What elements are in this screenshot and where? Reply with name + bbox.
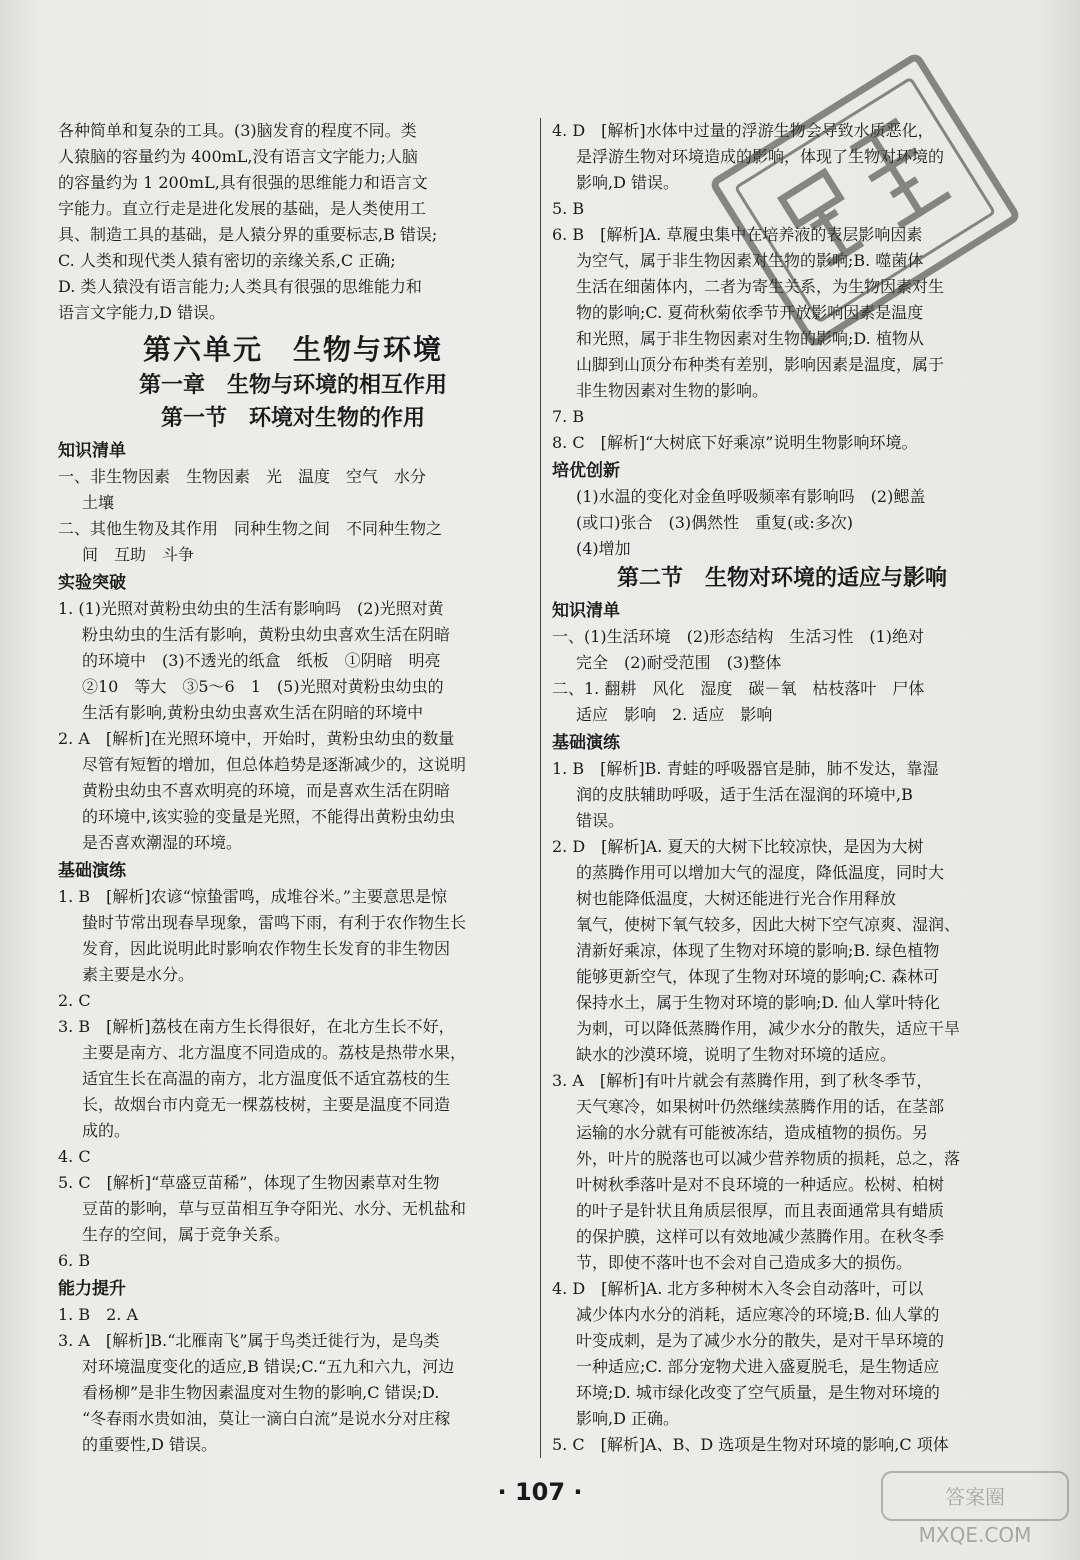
basic-heading: 基础演练 <box>58 861 126 881</box>
intro-line: 语言文字能力,D 错误。 <box>58 303 226 322</box>
experiment-heading: 实验突破 <box>58 573 126 593</box>
item-continuation-line: 的蒸腾作用可以增加大气的湿度，降低温度，同时大 <box>576 863 945 882</box>
experiment-list <box>58 596 528 856</box>
basic2-heading: 基础演练 <box>552 733 620 753</box>
unit-title: 第六单元 生物与环境 <box>142 333 443 366</box>
item-first-line: 8. C [解析]“大树底下好乘凉”说明生物影响环境。 <box>552 433 918 452</box>
item-continuation-line: 蛰时节常出现春旱现象，雷鸣下雨，有利于农作物生长 <box>82 913 467 932</box>
list-item <box>552 1068 1012 1276</box>
item-continuation-line: 长，故烟台市内竟无一棵荔枝树，主要是温度不同造 <box>82 1095 451 1114</box>
list-item <box>58 726 528 856</box>
item-first-line: 4. D [解析]水体中过量的浮游生物会导致水质恶化， <box>552 121 934 140</box>
item-continuation-line: 氧气，使树下氧气较多，因此大树下空气凉爽、湿润、 <box>576 915 961 934</box>
item-continuation-line: 影响,D 错误。 <box>576 173 680 192</box>
ability-list <box>58 1302 528 1458</box>
item-continuation-line: 的重要性,D 错误。 <box>82 1435 218 1454</box>
item-continuation-line: 主要是南方、北方温度不同造成的。荔枝是热带水果， <box>82 1043 467 1062</box>
ability-heading: 能力提升 <box>58 1279 126 1299</box>
intro-line: 具、制造工具的基础，是人猿分界的重要标志,B 错误; <box>58 225 438 244</box>
item-continuation-line: 叶变成刺，是为了减少水分的散失，是对干旱环境的 <box>576 1331 945 1350</box>
item-first-line: 一、(1)生活环境 (2)形态结构 生活习性 (1)绝对 <box>552 627 924 646</box>
item-continuation-line: 是否喜欢潮湿的环境。 <box>82 833 243 852</box>
list-item <box>58 1328 528 1458</box>
column-divider <box>540 118 541 1458</box>
item-continuation-line: 天气寒冷，如果树叶仍然继续蒸腾作用的话，在茎部 <box>576 1097 945 1116</box>
item-first-line: 3. B [解析]荔枝在南方生长得很好，在北方生长不好， <box>58 1017 455 1036</box>
item-first-line: 5. C [解析]“草盛豆苗稀”，体现了生物因素草对生物 <box>58 1173 440 1192</box>
item-continuation-line: “冬春雨水贵如油，莫让一滴白白流”是说水分对庄稼 <box>82 1409 451 1428</box>
item-continuation-line: 土壤 <box>82 493 115 512</box>
list-item <box>58 596 528 726</box>
item-continuation-line: 环境;D. 城市绿化改变了空气质量，是生物对环境的 <box>576 1383 940 1402</box>
item-continuation-line: 为刺，可以降低蒸腾作用，减少水分的散失，适应干旱 <box>576 1019 961 1038</box>
item-continuation-line: 物的影响;C. 夏荷秋菊依季节开放影响因素是温度 <box>576 303 924 322</box>
list-item <box>552 676 1012 728</box>
item-continuation-line: 生存的空间，属于竞争关系。 <box>82 1225 291 1244</box>
item-continuation-line: 生活在细菌体内，二者为寄生关系，为生物因素对生 <box>576 277 945 296</box>
item-first-line: 1. B 2. A <box>58 1305 139 1324</box>
page-number: · 107 · <box>497 1478 583 1506</box>
list-item <box>552 404 1012 430</box>
item-continuation-line: 的环境中,该实验的变量是光照，不能得出黄粉虫幼虫 <box>82 807 456 826</box>
left-column <box>58 118 528 1458</box>
list-item <box>552 1276 1012 1432</box>
item-first-line: 2. C <box>58 991 91 1010</box>
item-continuation-line: 错误。 <box>576 811 625 830</box>
item-continuation-line: 的保护膜，这样可以有效地减少蒸腾作用。在秋冬季 <box>576 1227 945 1246</box>
list-item <box>552 430 1012 456</box>
item-continuation-line: 素主要是水分。 <box>82 965 195 984</box>
item-first-line: 2. A [解析]在光照环境中，开始时，黄粉虫幼虫的数量 <box>58 729 455 748</box>
item-first-line: 1. B [解析]农谚“惊蛰雷鸣，成堆谷米。”主要意思是惊 <box>58 887 447 906</box>
innovation-lines <box>552 484 1012 562</box>
item-continuation-line: 是浮游生物对环境造成的影响，体现了生物对环境的 <box>576 147 945 166</box>
item-continuation-line: 一种适应;C. 部分宠物犬进入盛夏脱毛，是生物适应 <box>576 1357 940 1376</box>
item-continuation-line: 粉虫幼虫的生活有影响，黄粉虫幼虫喜欢生活在阴暗 <box>82 625 451 644</box>
knowledge2-list <box>552 624 1012 728</box>
innovation-heading: 培优创新 <box>552 461 620 481</box>
item-first-line: 5. B <box>552 199 585 218</box>
list-item <box>552 1432 1012 1458</box>
watermark-logo-text: 答案圈 <box>945 1485 1005 1509</box>
list-item <box>58 884 528 988</box>
item-continuation-line: 适宜生长在高温的南方，北方温度低不适宜荔枝的生 <box>82 1069 451 1088</box>
item-first-line: 5. C [解析]A、B、D 选项是生物对环境的影响,C 项体 <box>552 1435 949 1454</box>
item-continuation-line: 叶树秋季落叶是对不良环境的一种适应。松树、柏树 <box>576 1175 945 1194</box>
list-item <box>58 1170 528 1248</box>
list-item <box>58 516 528 568</box>
section-title: 第一节 环境对生物的作用 <box>160 406 425 431</box>
item-continuation-line: ②10 等大 ③5～6 1 (5)光照对黄粉虫幼虫的 <box>82 677 444 696</box>
intro-line: 的容量约为 1 200mL,具有很强的思维能力和语言文 <box>58 173 428 192</box>
item-continuation-line: 成的。 <box>82 1121 131 1140</box>
watermark-logo <box>880 1470 1070 1550</box>
item-first-line: 4. C <box>58 1147 91 1166</box>
knowledge2-heading: 知识清单 <box>552 601 620 621</box>
basic-list <box>58 884 528 1274</box>
item-continuation-line: 山脚到山顶分布种类有差别，影响因素是温度，属于 <box>576 355 945 374</box>
knowledge-heading: 知识清单 <box>58 441 126 461</box>
list-item <box>552 624 1012 676</box>
item-first-line: 二、其他生物及其作用 同种生物之间 不同种生物之 <box>58 519 443 538</box>
list-item <box>552 756 1012 834</box>
item-first-line: 1. B [解析]B. 青蛙的呼吸器官是肺，肺不发达，靠湿 <box>552 759 939 778</box>
intro-paragraph <box>58 118 528 326</box>
list-item <box>58 1014 528 1144</box>
item-first-line: 1. (1)光照对黄粉虫幼虫的生活有影响吗 (2)光照对黄 <box>58 599 444 618</box>
item-continuation-line: 运输的水分就有可能被冻结，造成植物的损伤。另 <box>576 1123 929 1142</box>
item-continuation-line: 的环境中 (3)不透光的纸盒 纸板 ①阴暗 明亮 <box>82 651 441 670</box>
basic2-list <box>552 756 1012 1458</box>
item-continuation-line: 和光照，属于非生物因素对生物的影响;D. 植物从 <box>576 329 924 348</box>
item-continuation-line: 豆苗的影响，草与豆苗相互争夺阳光、水分、无机盐和 <box>82 1199 467 1218</box>
item-continuation-line: 生活有影响,黄粉虫幼虫喜欢生活在阴暗的环境中 <box>82 703 424 722</box>
list-item <box>58 1144 528 1170</box>
item-continuation-line: 减少体内水分的消耗，适应寒冷的环境;B. 仙人掌的 <box>576 1305 940 1324</box>
item-first-line: 一、非生物因素 生物因素 光 温度 空气 水分 <box>58 467 427 486</box>
item-continuation-line: 完全 (2)耐受范围 (3)整体 <box>576 653 782 672</box>
item-first-line: 2. D [解析]A. 夏天的大树下比较凉快，是因为大树 <box>552 837 924 856</box>
item-continuation-line: 为空气，属于非生物因素对生物的影响;B. 噬菌体 <box>576 251 924 270</box>
item-continuation-line: 发育，因此说明此时影响农作物生长发育的非生物因 <box>82 939 451 958</box>
innovation-line: (4)增加 <box>576 539 631 558</box>
intro-line: 各种简单和复杂的工具。(3)脑发育的程度不同。类 <box>58 121 417 140</box>
list-item <box>58 988 528 1014</box>
item-continuation-line: 黄粉虫幼虫不喜欢明亮的环境，而是喜欢生活在阴暗 <box>82 781 451 800</box>
item-continuation-line: 清新好乘凉，体现了生物对环境的影响;B. 绿色植物 <box>576 941 940 960</box>
list-item <box>552 834 1012 1068</box>
copy-stamp <box>700 35 1030 365</box>
item-continuation-line: 缺水的沙漠环境，说明了生物对环境的适应。 <box>576 1045 897 1064</box>
chapter-title: 第一章 生物与环境的相互作用 <box>138 373 447 398</box>
item-first-line: 6. B [解析]A. 草履虫集中在培养液的表层影响因素 <box>552 225 923 244</box>
section2-title: 第二节 生物对环境的适应与影响 <box>616 566 947 591</box>
item-first-line: 6. B <box>58 1251 91 1270</box>
innovation-line: (或口)张合 (3)偶然性 重复(或:多次) <box>576 513 854 532</box>
item-continuation-line: 影响,D 正确。 <box>576 1409 680 1428</box>
item-continuation-line: 能够更新空气，体现了生物对环境的影响;C. 森林可 <box>576 967 940 986</box>
list-item <box>58 1248 528 1274</box>
item-first-line: 4. D [解析]A. 北方多种树木入冬会自动落叶，可以 <box>552 1279 924 1298</box>
intro-line: D. 类人猿没有语言能力;人类具有很强的思维能力和 <box>58 277 422 296</box>
item-continuation-line: 对环境温度变化的适应,B 错误;C.“五九和六九，河边 <box>82 1357 455 1376</box>
intro-line: 人猿脑的容量约为 400mL,没有语言文字能力;人脑 <box>58 147 418 166</box>
item-first-line: 3. A [解析]B.“北雁南飞”属于鸟类迁徙行为，是鸟类 <box>58 1331 440 1350</box>
list-item <box>58 1302 528 1328</box>
watermark-url: MXQE.COM <box>918 1523 1032 1547</box>
item-continuation-line: 间 互助 斗争 <box>82 545 195 564</box>
item-continuation-line: 尽管有短暂的增加，但总体趋势是逐渐减少的，这说明 <box>82 755 467 774</box>
item-continuation-line: 外，叶片的脱落也可以减少营养物质的损耗，总之，落 <box>576 1149 961 1168</box>
intro-line: 字能力。直立行走是进化发展的基础，是人类使用工 <box>58 199 427 218</box>
item-continuation-line: 节，即使不落叶也不会对自己造成多大的损伤。 <box>576 1253 913 1272</box>
item-first-line: 7. B <box>552 407 585 426</box>
knowledge-list <box>58 464 528 568</box>
item-continuation-line: 的叶子是针状且角质层很厚，而且表面通常具有蜡质 <box>576 1201 945 1220</box>
item-continuation-line: 非生物因素对生物的影响。 <box>576 381 769 400</box>
item-first-line: 3. A [解析]有叶片就会有蒸腾作用，到了秋冬季节， <box>552 1071 933 1090</box>
item-continuation-line: 看杨柳”是非生物因素温度对生物的影响,C 错误;D. <box>82 1383 440 1402</box>
item-continuation-line: 保持水土，属于生物对环境的影响;D. 仙人掌叶特化 <box>576 993 940 1012</box>
list-item <box>58 464 528 516</box>
item-continuation-line: 适应 影响 2. 适应 影响 <box>576 705 773 724</box>
item-continuation-line: 树也能降低温度，大树还能进行光合作用释放 <box>576 889 897 908</box>
intro-line: C. 人类和现代类人猿有密切的亲缘关系,C 正确; <box>58 251 396 270</box>
innovation-line: (1)水温的变化对金鱼呼吸频率有影响吗 (2)鳃盖 <box>576 487 926 506</box>
item-continuation-line: 润的皮肤辅助呼吸，适于生活在湿润的环境中,B <box>576 785 913 804</box>
item-first-line: 二、1. 翻耕 风化 湿度 碳－氧 枯枝落叶 尸体 <box>552 679 925 698</box>
